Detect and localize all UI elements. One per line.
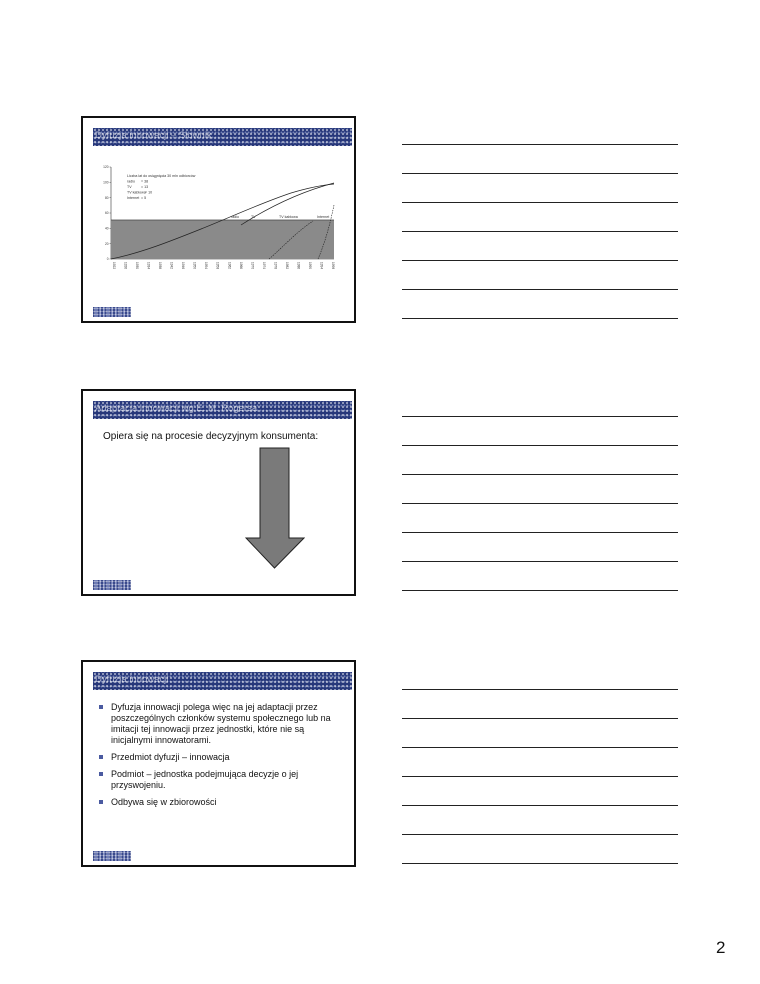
down-arrow-icon [245,447,305,569]
note-line [402,145,678,174]
x-tick-label: 1986 [296,262,301,270]
legend-item-radio: radio [127,179,135,184]
note-line [402,388,678,417]
x-tick-label: 1994 [319,262,324,270]
x-tick-label: 1958 [215,262,220,270]
list-item: Odbywa się w zbiorowości [99,797,338,808]
note-line [402,661,678,690]
note-line [402,475,678,504]
slide-subtitle: Opiera się na procesie decyzyjnym konsumenta: [103,431,319,442]
x-tick-label: 1954 [204,262,209,270]
shaded-region [111,220,334,259]
curve-label-internet: Internet [317,215,330,219]
bullet-icon [99,800,103,804]
note-line [402,232,678,261]
y-tick-label: 20 [104,241,109,246]
curve-label-tv: TV [251,215,256,219]
y-tick-label: 40 [104,226,109,231]
legend-value-radio: = 38 [141,179,149,184]
page-number: 2 [716,938,726,957]
notes-area-1 [402,116,678,319]
note-line [402,533,678,562]
x-tick-label: 1982 [284,262,289,270]
slide-title: Adaptacja innowacji wg E. M. Rogersa [95,403,258,414]
x-tick-label: 1966 [238,262,243,270]
note-line [402,261,678,290]
x-tick-label: 1998 [331,262,335,270]
slide-2 [81,389,356,596]
slide-3 [81,660,356,867]
x-tick-label: 1922 [112,262,116,270]
bullet-icon [99,755,103,759]
slide-title-bar [93,128,352,146]
x-tick-label: 1970 [250,262,255,270]
bullet-icon [99,705,103,709]
x-tick-label: 1990 [307,262,312,270]
note-line [402,835,678,864]
x-tick-label: 1926 [123,262,128,270]
y-tick-label: 120 [103,165,109,170]
x-tick-label: 1946 [181,262,186,270]
x-tick-label: 1962 [227,262,232,270]
note-line [402,446,678,475]
adoption-chart [101,163,337,283]
note-line [402,777,678,806]
slide-title: Dyfuzja innowacji [95,674,169,685]
slide-title: Dyfuzja innowacji – Słownik [95,130,212,141]
slide-title-bar [93,401,352,419]
notes-area-3 [402,661,678,864]
note-line [402,562,678,591]
bullet-icon [99,772,103,776]
note-line [402,417,678,446]
note-line [402,748,678,777]
legend-item-tv: TV [127,185,132,189]
list-item: Podmiot – jednostka podejmująca decyzje o jej przyswojeniu. [99,769,338,791]
note-line [402,290,678,319]
y-tick-label: 80 [104,195,109,200]
legend-title: Liczba lat do osiągnięcia 30 mln odbiorców [127,174,196,178]
x-tick-label: 1934 [146,262,151,270]
note-line [402,116,678,145]
legend-value-internet: = 5 [141,196,147,200]
list-item: Dyfuzja innowacji polega więc na jej adaptacji przez poszczególnych członków systemu społecznego lub na imitacji tej innowacji przez jednostki, które nie są inicjalnymi innowatorami. [99,702,338,746]
x-tick-label: 1950 [192,262,197,270]
note-line [402,504,678,533]
note-line [402,690,678,719]
x-tick-label: 1974 [261,262,266,270]
note-line [402,719,678,748]
notes-area-2 [402,388,678,591]
x-tick-label: 1978 [273,262,278,270]
footer-logo [93,580,131,590]
bullet-list [99,702,338,814]
x-tick-label: 1938 [158,262,163,270]
slide-1 [81,116,356,323]
y-tick-label: 0 [106,257,109,262]
footer-logo [93,851,131,861]
y-tick-label: 60 [104,211,109,216]
y-tick-label: 100 [103,180,109,185]
note-line [402,174,678,203]
x-tick-label: 1930 [135,262,140,270]
x-tick-label: 1942 [169,262,174,270]
slide-title-bar [93,672,352,690]
legend-value-tv: = 13 [141,185,149,189]
footer-logo [93,307,131,317]
note-line [402,806,678,835]
curve-label-cable-tv: TV kablowa [279,215,298,219]
legend-item-cable-tv: TV kablowa [127,190,146,195]
list-item: Przedmiot dyfuzji – innowacja [99,752,338,763]
legend-value-cable-tv: = 10 [145,190,153,195]
note-line [402,203,678,232]
curve-label-radio: radio [231,215,239,219]
legend-item-internet: Internet [127,196,140,200]
